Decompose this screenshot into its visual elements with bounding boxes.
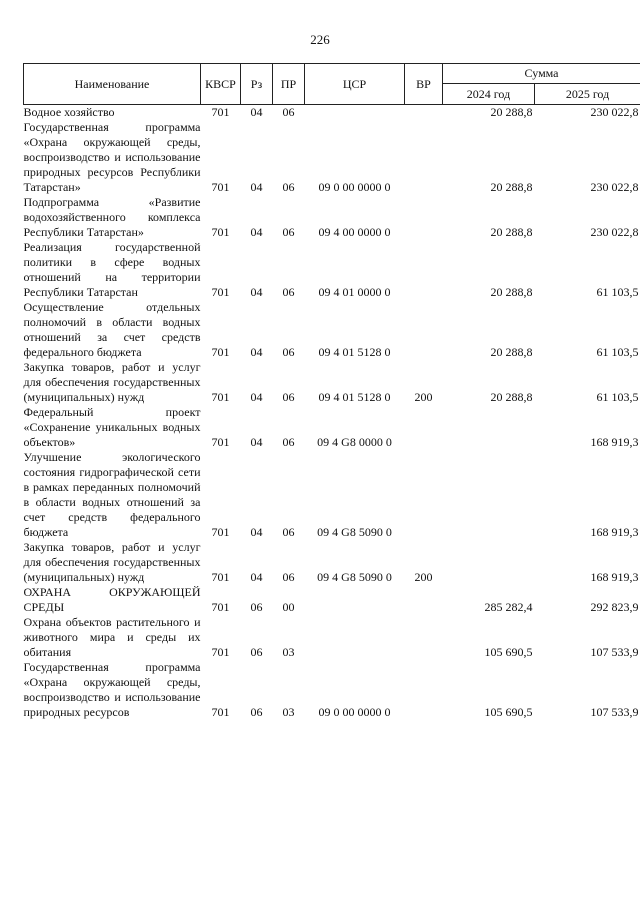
- row-sum-2024: 285 282,4: [484, 600, 533, 614]
- row-csr: 09 4 01 0000 0: [318, 285, 391, 299]
- table-row: [24, 405, 640, 450]
- row-csr: [305, 105, 405, 121]
- row-pr: 06: [282, 390, 295, 404]
- table-row: [24, 660, 640, 720]
- row-vr: [405, 450, 443, 540]
- table-row: [24, 360, 640, 405]
- table-row: [24, 615, 640, 660]
- row-sum-2025: 61 103,5: [596, 390, 639, 404]
- row-sum-2024: [443, 450, 535, 540]
- row-kvsr: 701: [211, 645, 230, 659]
- row-csr: 09 4 01 5128 0: [318, 345, 391, 359]
- row-sum-2024: 20 288,8: [490, 285, 533, 299]
- row-rz: 06: [250, 600, 263, 614]
- header-rz: Рз: [241, 64, 273, 105]
- header-kvsr: КВСР: [201, 64, 241, 105]
- row-sum-2024: [443, 405, 535, 450]
- row-sum-2025: 168 919,3: [590, 525, 639, 539]
- row-rz: 06: [250, 705, 263, 719]
- header-sum: Сумма: [443, 64, 640, 84]
- table-row: [24, 300, 640, 360]
- row-sum-2024: 20 288,8: [490, 225, 533, 239]
- row-rz: 04: [250, 525, 263, 539]
- row-pr: 00: [282, 600, 295, 614]
- row-kvsr: 701: [211, 285, 230, 299]
- header-name: Наименование: [24, 64, 201, 105]
- row-name: Реализация государственной политики в сфере водных отношений на территории Республики Татарстан: [23, 240, 201, 299]
- header-csr: ЦСР: [305, 64, 405, 105]
- row-rz: 04: [250, 390, 263, 404]
- row-sum-2024: [443, 540, 535, 585]
- page-number: 226: [310, 32, 330, 47]
- row-kvsr: 701: [211, 600, 230, 614]
- row-rz: 04: [250, 285, 263, 299]
- row-kvsr: 701: [211, 225, 230, 239]
- row-vr: [405, 195, 443, 240]
- row-csr: [305, 615, 405, 660]
- budget-table: [23, 63, 640, 720]
- row-sum-2024: 105 690,5: [484, 645, 533, 659]
- row-pr: 06: [282, 570, 295, 584]
- row-rz: 04: [250, 570, 263, 584]
- row-sum-2025: 292 823,9: [590, 600, 639, 614]
- row-name: Государственная программа «Охрана окружающей среды, воспроизводство и использование природных ресурсов Республики Татарстан»: [23, 120, 201, 194]
- row-sum-2025: 61 103,5: [596, 345, 639, 359]
- row-sum-2025: 230 022,8: [590, 180, 639, 194]
- row-sum-2025: 168 919,3: [590, 570, 639, 584]
- row-vr: [405, 240, 443, 300]
- row-name: Закупка товаров, работ и услуг для обеспечения государственных (муниципальных) нужд: [23, 360, 201, 404]
- row-csr: [305, 585, 405, 615]
- row-vr: [405, 585, 443, 615]
- row-vr: 200: [414, 570, 433, 584]
- row-pr: 06: [282, 180, 295, 194]
- row-sum-2025: 168 919,3: [590, 435, 639, 449]
- row-csr: 09 4 00 0000 0: [318, 225, 391, 239]
- table-row: [24, 450, 640, 540]
- row-name: Улучшение экологического состояния гидрографической сети в рамках переданных полномочий в области водных отношений за счет средств федерального бюджета: [23, 450, 201, 539]
- row-name: Федеральный проект «Сохранение уникальных водных объектов»: [23, 405, 201, 449]
- row-pr: 06: [282, 525, 295, 539]
- header-vr: ВР: [405, 64, 443, 105]
- row-kvsr: 701: [211, 525, 230, 539]
- row-kvsr: 701: [211, 390, 230, 404]
- row-pr: 03: [282, 705, 295, 719]
- row-rz: 04: [250, 180, 263, 194]
- row-name: Закупка товаров, работ и услуг для обеспечения государственных (муниципальных) нужд: [23, 540, 201, 584]
- row-pr: 06: [282, 435, 295, 449]
- row-pr: 06: [282, 345, 295, 359]
- row-csr: 09 0 00 0000 0: [318, 180, 391, 194]
- row-sum-2024: 105 690,5: [484, 705, 533, 719]
- row-name: ОХРАНА ОКРУЖАЮЩЕЙ СРЕДЫ: [23, 585, 201, 614]
- row-vr: [405, 105, 443, 121]
- row-pr: 03: [282, 645, 295, 659]
- row-kvsr: 701: [211, 705, 230, 719]
- row-vr: 200: [414, 390, 433, 404]
- row-csr: 09 4 01 5128 0: [318, 390, 391, 404]
- row-rz: 06: [250, 645, 263, 659]
- row-sum-2024: 20 288,8: [490, 180, 533, 194]
- row-rz: 04: [250, 345, 263, 359]
- row-vr: [405, 615, 443, 660]
- table-row: [24, 120, 640, 195]
- table-body: [24, 105, 640, 721]
- row-sum-2025: 61 103,5: [596, 285, 639, 299]
- row-rz: 04: [250, 105, 263, 119]
- header-year-2025: 2025 год: [535, 84, 640, 105]
- row-kvsr: 701: [211, 345, 230, 359]
- row-name: Охрана объектов растительного и животного мира и среды их обитания: [23, 615, 201, 659]
- row-csr: 09 0 00 0000 0: [318, 705, 391, 719]
- row-name: Осуществление отдельных полномочий в области водных отношений за счет средств федерального бюджета: [23, 300, 201, 359]
- row-sum-2025: 230 022,8: [590, 225, 639, 239]
- row-kvsr: 701: [211, 180, 230, 194]
- row-csr: 09 4 G8 0000 0: [317, 435, 392, 449]
- header-year-2024: 2024 год: [443, 84, 535, 105]
- row-name: Подпрограмма «Развитие водохозяйственного комплекса Республики Татарстан»: [23, 195, 201, 239]
- table-row: [24, 540, 640, 585]
- row-sum-2024: 20 288,8: [490, 105, 533, 119]
- row-vr: [405, 300, 443, 360]
- table-row: [24, 240, 640, 300]
- row-csr: 09 4 G8 5090 0: [317, 570, 392, 584]
- row-vr: [405, 120, 443, 195]
- row-sum-2025: 230 022,8: [590, 105, 639, 119]
- row-pr: 06: [282, 225, 295, 239]
- row-sum-2024: 20 288,8: [490, 390, 533, 404]
- row-csr: 09 4 G8 5090 0: [317, 525, 392, 539]
- row-sum-2025: 107 533,9: [590, 705, 639, 719]
- row-pr: 06: [282, 285, 295, 299]
- row-rz: 04: [250, 435, 263, 449]
- header-pr: ПР: [273, 64, 305, 105]
- row-vr: [405, 660, 443, 720]
- row-kvsr: 701: [211, 435, 230, 449]
- row-rz: 04: [250, 225, 263, 239]
- row-kvsr: 701: [211, 105, 230, 119]
- row-pr: 06: [282, 105, 295, 119]
- table-row: [24, 585, 640, 615]
- table-row: [24, 195, 640, 240]
- row-kvsr: 701: [211, 570, 230, 584]
- row-sum-2024: 20 288,8: [490, 345, 533, 359]
- row-name: Водное хозяйство: [23, 105, 115, 119]
- row-name: Государственная программа «Охрана окружающей среды, воспроизводство и использование природных ресурсов: [23, 660, 201, 719]
- row-vr: [405, 405, 443, 450]
- table-row: [24, 105, 640, 121]
- row-sum-2025: 107 533,9: [590, 645, 639, 659]
